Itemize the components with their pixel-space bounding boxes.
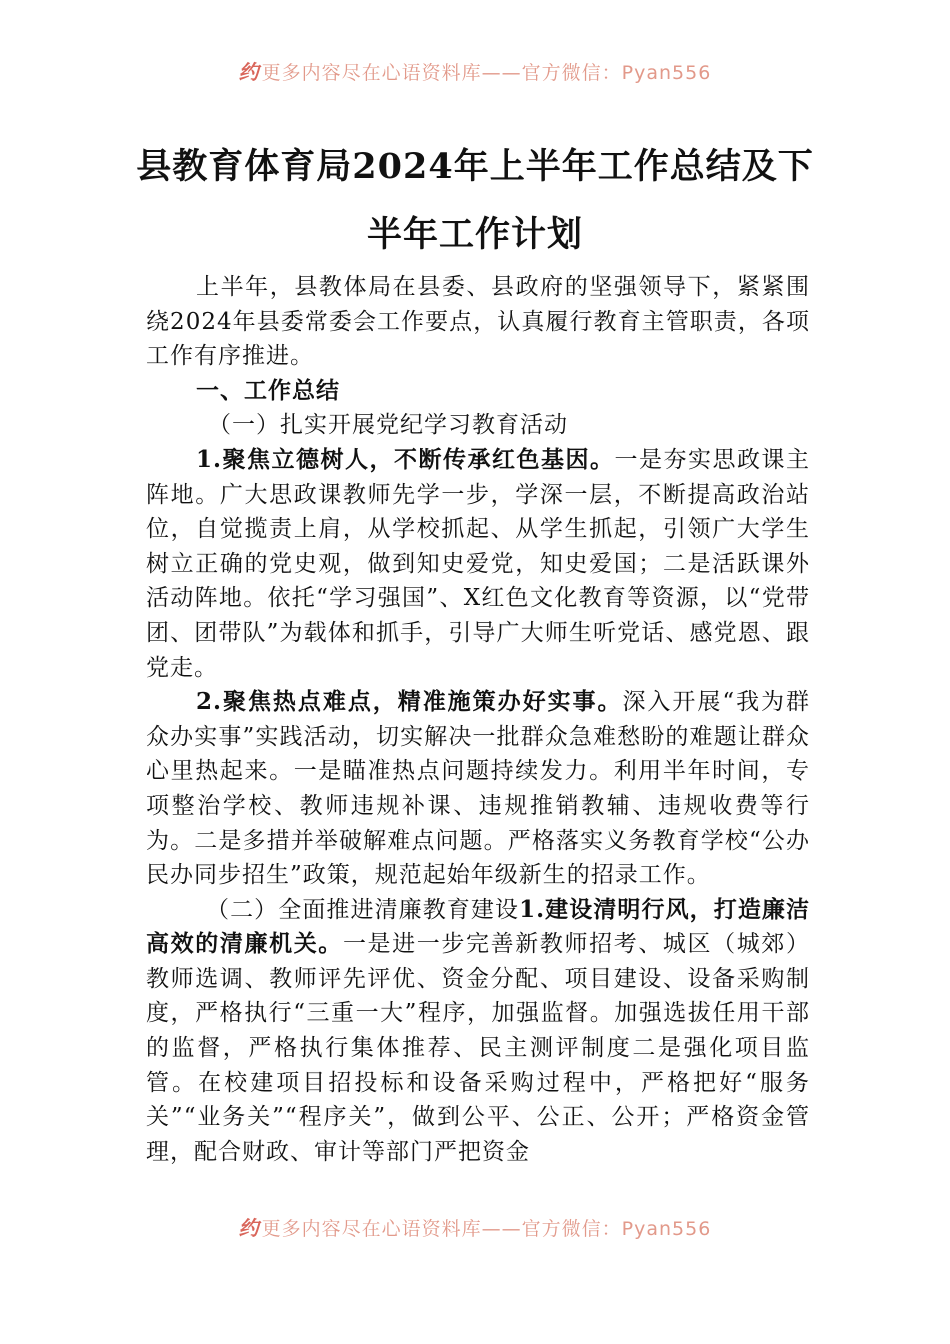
watermark-bottom	[0, 1212, 950, 1241]
watermark-text: 更多内容尽在心语资料库——官方微信：Pyan556	[261, 62, 712, 84]
item-body-2: 深入开展“我为群众办实事”实践活动，切实解决一批群众急难愁盼的难题让群众心里热起来。一是瞄准热点问题持续发力。利用半年时间，专项整治学校、教师违规补课、违规推销教辅、违规收费等行为。二是多措并举破解难点问题。严格落实义务教育学校“公办民办同步招生”政策，规范起始年级新生的招录工作。	[146, 689, 810, 889]
item-body-3: 一是进一步完善新教师招考、城区（城郊）教师选调、教师评先评优、资金分配、项目建设、设备采购制度，严格执行“三重一大”程序，加强监督。加强选拔任用干部的监督，严格执行集体推荐、民主测评制度二是强化项目监管。在校建项目招投标和设备采购过程中，严格把好“服务关”“业务关”“程序关”，做到公平、公正、公开；严格资金管理，配合财政、审计等部门严把资金	[146, 931, 811, 1165]
logo-icon: 约	[238, 1216, 260, 1240]
item-body-1: 一是夯实思政课主阵地。广大思政课教师先学一步，学深一层，不断提高政治站位，自觉揽责上肩，从学校抓起、从学生抓起，引领广大学生树立正确的党史观，做到知史爱党，知史爱国；二是活跃课外活动阵地。依托“学习强国”、X红色文化教育等资源，以“党带团、团带队”为载体和抓手，引导广大师生听党话、感党恩、跟党走。	[146, 446, 810, 681]
item-paragraph-1	[146, 443, 810, 685]
document-body	[146, 270, 810, 1169]
watermark-text: 更多内容尽在心语资料库——官方微信：Pyan556	[261, 1218, 712, 1240]
subsection-heading-clean-education: （二）全面推进清廉教育建设	[206, 896, 520, 923]
item-lead-1: 1.聚焦立德树人，不断传承红色基因。	[196, 445, 615, 473]
item-paragraph-2	[146, 685, 810, 893]
document-title-line-1: 县教育体育局2024年上半年工作总结及下	[136, 146, 814, 187]
intro-paragraph: 上半年，县教体局在县委、县政府的坚强领导下，紧紧围绕2024年县委常委会工作要点，认真履行教育主管职责，各项工作有序推进。	[146, 274, 810, 370]
logo-icon: 约	[238, 60, 260, 84]
watermark-top	[0, 56, 950, 85]
item-paragraph-3	[146, 893, 810, 1170]
item-lead-2: 2.聚焦热点难点，精准施策办好实事。	[196, 688, 623, 716]
document-title-line-2: 半年工作计划	[366, 214, 583, 255]
item-lead-3: 1.建设清明行风，打造廉洁高效的清廉机关。	[146, 895, 810, 958]
section-heading-summary: 一、工作总结	[196, 376, 340, 404]
subsection-heading-party-education: （一）扎实开展党纪学习教育活动	[208, 412, 568, 439]
